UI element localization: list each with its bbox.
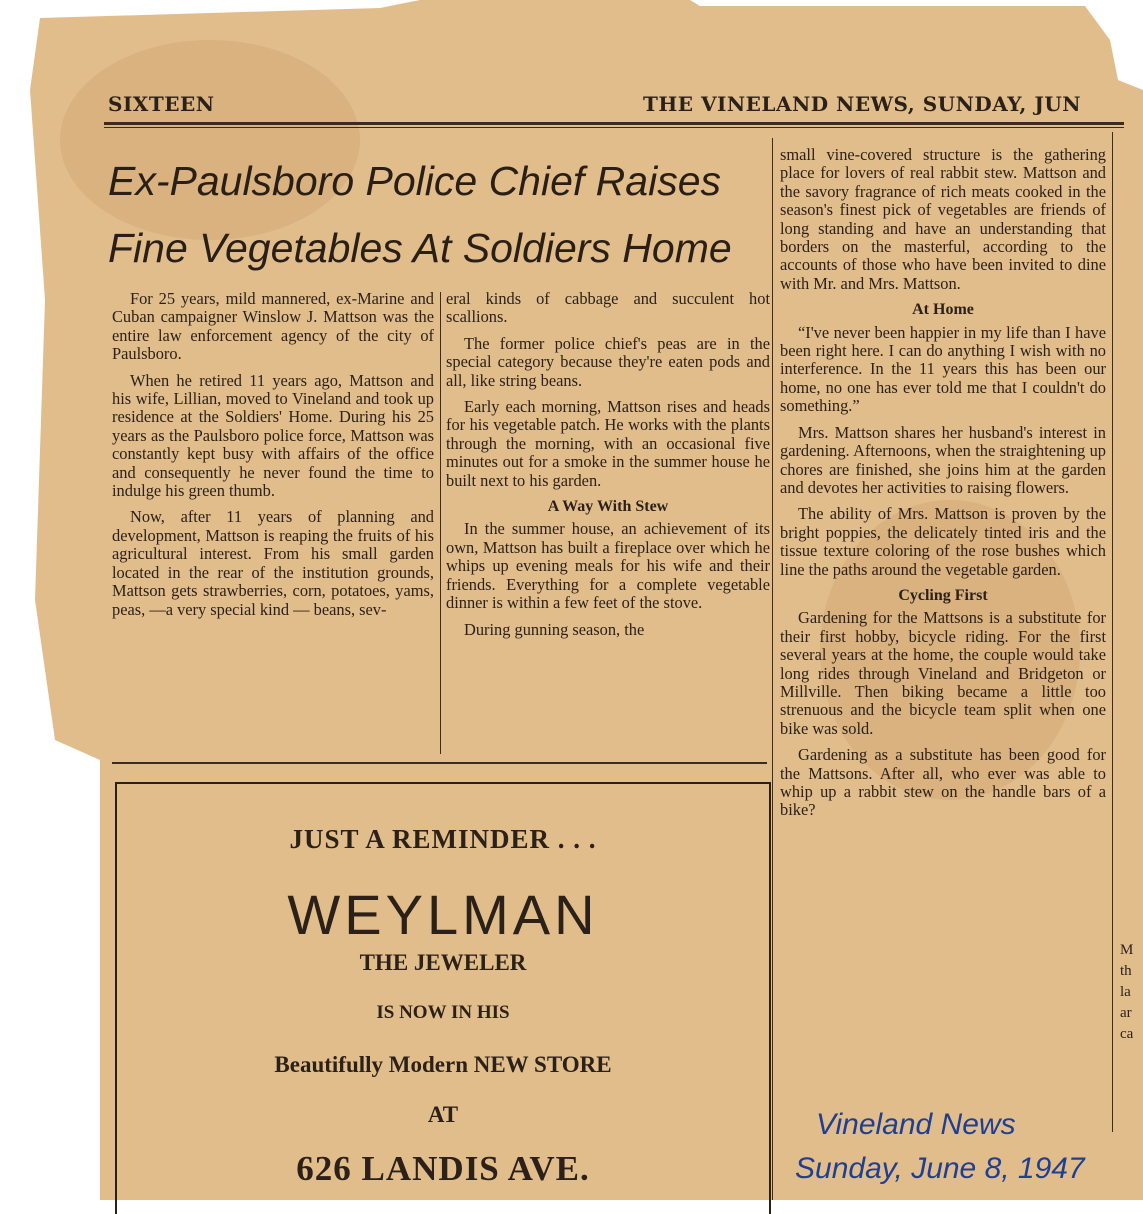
article-bottom-rule xyxy=(112,762,767,764)
ad-line: Beautifully Modern NEW STORE xyxy=(274,1052,612,1077)
ad-line: AT xyxy=(427,1102,459,1127)
masthead: THE VINELAND NEWS, SUNDAY, JUN xyxy=(643,92,1082,116)
paragraph: small vine-covered structure is the gathering place for lovers of real rabbit stew. Mattson and the savory fragrance of rich meats cooked in the season's finest pick of vegetables are friends of long standing and have an understanding that borders on the masterful, according to the accounts of those who have been invited to dine with Mr. and Mrs. Mattson. xyxy=(780,145,1106,293)
column-rule xyxy=(1112,132,1113,1132)
paragraph: For 25 years, mild mannered, ex-Marine and Cuban campaigner Winslow J. Mattson was the entire law enforcement agency of the city of Paulsboro. xyxy=(112,289,434,364)
page-header xyxy=(108,92,1128,122)
paragraph: During gunning season, the xyxy=(464,619,645,639)
headline-line: Fine Vegetables At Soldiers Home xyxy=(108,225,732,271)
header-rule-thin xyxy=(104,127,1124,128)
paragraph: eral kinds of cabbage and succulent hot scallions. xyxy=(446,289,770,327)
paragraph: The ability of Mrs. Mattson is proven by the bright poppies, the delicately tinted iris and the tissue texture coloring of the rose bushes which line the paths around the vegetable garden. xyxy=(780,504,1106,579)
fragment-line: ar xyxy=(1120,1005,1132,1021)
adjacent-column-fragment xyxy=(1120,940,1143,1045)
paragraph: In the summer house, an achievement of its own, Mattson has built a fireplace over which he whips up evening meals for his wife and their friends. Everything for a complete vegetable dinner is within a few feet of the stove. xyxy=(446,519,770,613)
subheading: A Way With Stew xyxy=(547,498,669,516)
paragraph: Now, after 11 years of planning and development, Mattson is reaping the fruits of his agricultural interest. From his small garden located in the rear of the institution grounds, Mattson gets strawberries, corn, potatoes, yams, peas, —a very special kind — beans, sev- xyxy=(112,507,434,619)
paragraph: Early each morning, Mattson rises and heads for his vegetable patch. He works with the plants through the morning, with an occasional five minutes out for a smoke in the summer house he built next to his garden. xyxy=(446,397,770,490)
ad-line: JUST A REMINDER . . . xyxy=(289,824,597,854)
fragment-line: la xyxy=(1120,984,1131,1000)
subheading: Cycling First xyxy=(898,586,988,604)
column-rule xyxy=(440,292,441,754)
fragment-line: th xyxy=(1120,963,1132,979)
paragraph: The former police chief's peas are in the special category because they're eaten pods and all, like string beans. xyxy=(446,333,770,390)
paragraph: Gardening for the Mattsons is a substitute for their first hobby, bicycle riding. For the first several years at the home, the couple would take long rides through Vineland and Bridgeton or Millville. Then biking became a little too strenuous and the bicycle team split when one bike was sold. xyxy=(780,608,1106,738)
jeweler-advertisement xyxy=(115,782,771,1214)
source-caption-date: Sunday, June 8, 1947 xyxy=(795,1152,1085,1185)
page-number: SIXTEEN xyxy=(108,92,215,116)
paragraph: When he retired 11 years ago, Mattson and his wife, Lillian, moved to Vineland and took up residence at the Soldiers' Home. During his 25 years as the Paulsboro police force, Mattson was constantly kept busy with affairs of the office and consequently he never found the time to indulge his green thumb. xyxy=(112,370,434,501)
header-rule xyxy=(104,122,1124,125)
article-column-3 xyxy=(780,146,1106,828)
ad-line: THE JEWELER xyxy=(359,950,527,975)
fragment-line: ca xyxy=(1120,1026,1134,1042)
article-headline xyxy=(108,148,768,282)
paragraph: “I've never been happier in my life than I have been right here. I can do anything I wish with no interference. In the 11 years this has been our home, no one has ever told me that I couldn't do something.” xyxy=(780,322,1106,416)
ad-brand: WEYLMAN xyxy=(287,883,599,946)
source-caption-title: Vineland News xyxy=(816,1108,1016,1141)
ad-line: IS NOW IN HIS xyxy=(376,1002,510,1023)
fragment-line: M xyxy=(1120,942,1134,958)
paragraph: Gardening as a substitute has been good for the Mattsons. After all, who ever was able to whip up a rabbit stew on the handle bars of a bike? xyxy=(780,745,1106,820)
article-column-1 xyxy=(112,290,434,627)
headline-line: Ex-Paulsboro Police Chief Raises xyxy=(108,158,721,204)
subheading: At Home xyxy=(912,301,974,319)
article-column-2 xyxy=(446,290,770,647)
paragraph: Mrs. Mattson shares her husband's interest in gardening. Afternoons, when the straightening up chores are finished, she joins him at the garden and devotes her activities to raising flowers. xyxy=(780,422,1106,497)
column-rule xyxy=(772,138,773,1200)
ad-address: 626 LANDIS AVE. xyxy=(296,1149,590,1188)
